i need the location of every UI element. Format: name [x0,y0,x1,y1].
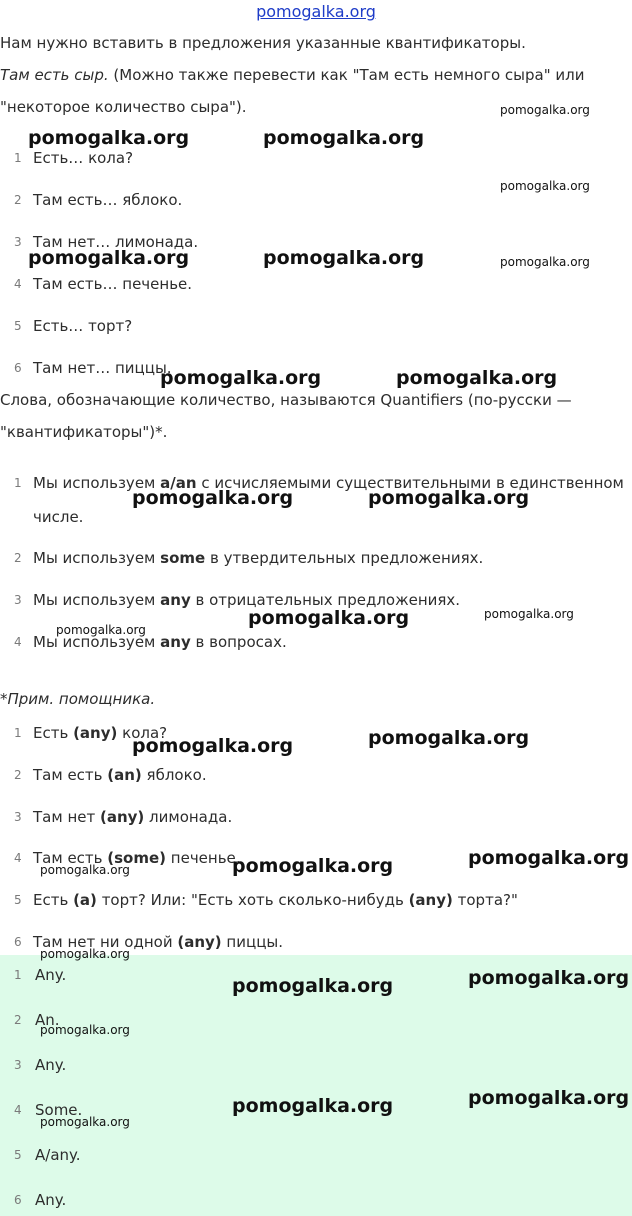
list1-number: 3 [14,235,22,249]
list1-item: Там нет… лимонада. [33,233,199,251]
list2-number: 4 [14,851,22,865]
rule-number: 1 [14,476,22,490]
watermark: pomogalka.org [368,487,530,509]
watermark: pomogalka.org [368,727,530,749]
watermark: pomogalka.org [132,487,294,509]
list2-number: 1 [14,726,22,740]
list2-item: Там нет (any) лимонада. [33,808,233,826]
quantifiers-line-1: Слова, обозначающие количество, называются Quantifiers (по-русски — [0,391,572,409]
answer-item: An. [35,1011,60,1029]
site-link[interactable]: pomogalka.org [256,2,376,21]
list2-number: 3 [14,810,22,824]
watermark: pomogalka.org [28,247,190,269]
watermark: pomogalka.org [56,623,146,637]
list1-item: Есть… кола? [33,149,134,167]
watermark: pomogalka.org [160,367,322,389]
intro-example-rest: (Можно также перевести как "Там есть немного сыра" или [108,66,585,84]
watermark: pomogalka.org [468,847,630,869]
list1-number: 5 [14,319,22,333]
list2-item: Есть (any) кола? [33,724,168,742]
watermark: pomogalka.org [396,367,558,389]
watermark: pomogalka.org [500,255,590,269]
rule-item: Мы используем some в утвердительных предложениях. [33,549,484,567]
rule-item-continuation: числе. [33,508,84,526]
answer-item: A/any. [35,1146,81,1164]
list1-item: Там нет… пиццы. [33,359,172,377]
answer-number: 3 [14,1058,22,1072]
watermark: pomogalka.org [248,607,410,629]
watermark: pomogalka.org [132,735,294,757]
intro-line-1: Нам нужно вставить в предложения указанные квантификаторы. [0,34,526,52]
watermark: pomogalka.org [468,1087,630,1109]
watermark: pomogalka.org [500,103,590,117]
list1-number: 1 [14,151,22,165]
answer-number: 1 [14,968,22,982]
rule-number: 4 [14,635,22,649]
list1-number: 2 [14,193,22,207]
answer-item: Any. [35,966,67,984]
list2-number: 6 [14,935,22,949]
list2-number: 5 [14,893,22,907]
watermark: pomogalka.org [468,967,630,989]
list2-number: 2 [14,768,22,782]
answer-number: 4 [14,1103,22,1117]
watermark: pomogalka.org [40,1115,130,1129]
watermark: pomogalka.org [40,863,130,877]
rule-number: 3 [14,593,22,607]
watermark: pomogalka.org [232,975,394,997]
watermark: pomogalka.org [232,855,394,877]
list2-item: Есть (a) торт? Или: "Есть хоть сколько-нибудь (any) торта?" [33,891,518,909]
watermark: pomogalka.org [263,247,425,269]
answer-item: Some. [35,1101,83,1119]
watermark: pomogalka.org [40,1023,130,1037]
rule-item: Мы используем a/an с исчисляемыми существительными в единственном [33,474,624,492]
intro-line-2 [0,66,584,84]
quantifiers-line-2: "квантификаторы")*. [0,423,168,441]
rule-item: Мы используем any в отрицательных предложениях. [33,591,461,609]
assistant-note: *Прим. помощника. [0,690,156,708]
answer-item: Any. [35,1056,67,1074]
intro-line-3: "некоторое количество сыра"). [0,98,247,116]
list1-item: Есть… торт? [33,317,133,335]
watermark: pomogalka.org [28,127,190,149]
answer-number: 2 [14,1013,22,1027]
list2-item: Там нет ни одной (any) пиццы. [33,933,284,951]
intro-example-italic: Там есть сыр. [0,66,109,84]
rule-number: 2 [14,551,22,565]
watermark: pomogalka.org [40,947,130,961]
watermark: pomogalka.org [232,1095,394,1117]
list2-item: Там есть (some) печенье. [33,849,241,867]
list1-number: 4 [14,277,22,291]
answer-number: 5 [14,1148,22,1162]
watermark: pomogalka.org [263,127,425,149]
list1-number: 6 [14,361,22,375]
watermark: pomogalka.org [500,179,590,193]
list2-item: Там есть (an) яблоко. [33,766,207,784]
watermark: pomogalka.org [484,607,574,621]
list1-item: Там есть… печенье. [33,275,193,293]
rule-item: Мы используем any в вопросах. [33,633,287,651]
list1-item: Там есть… яблоко. [33,191,183,209]
answer-number: 6 [14,1193,22,1207]
answer-item: Any. [35,1191,67,1209]
